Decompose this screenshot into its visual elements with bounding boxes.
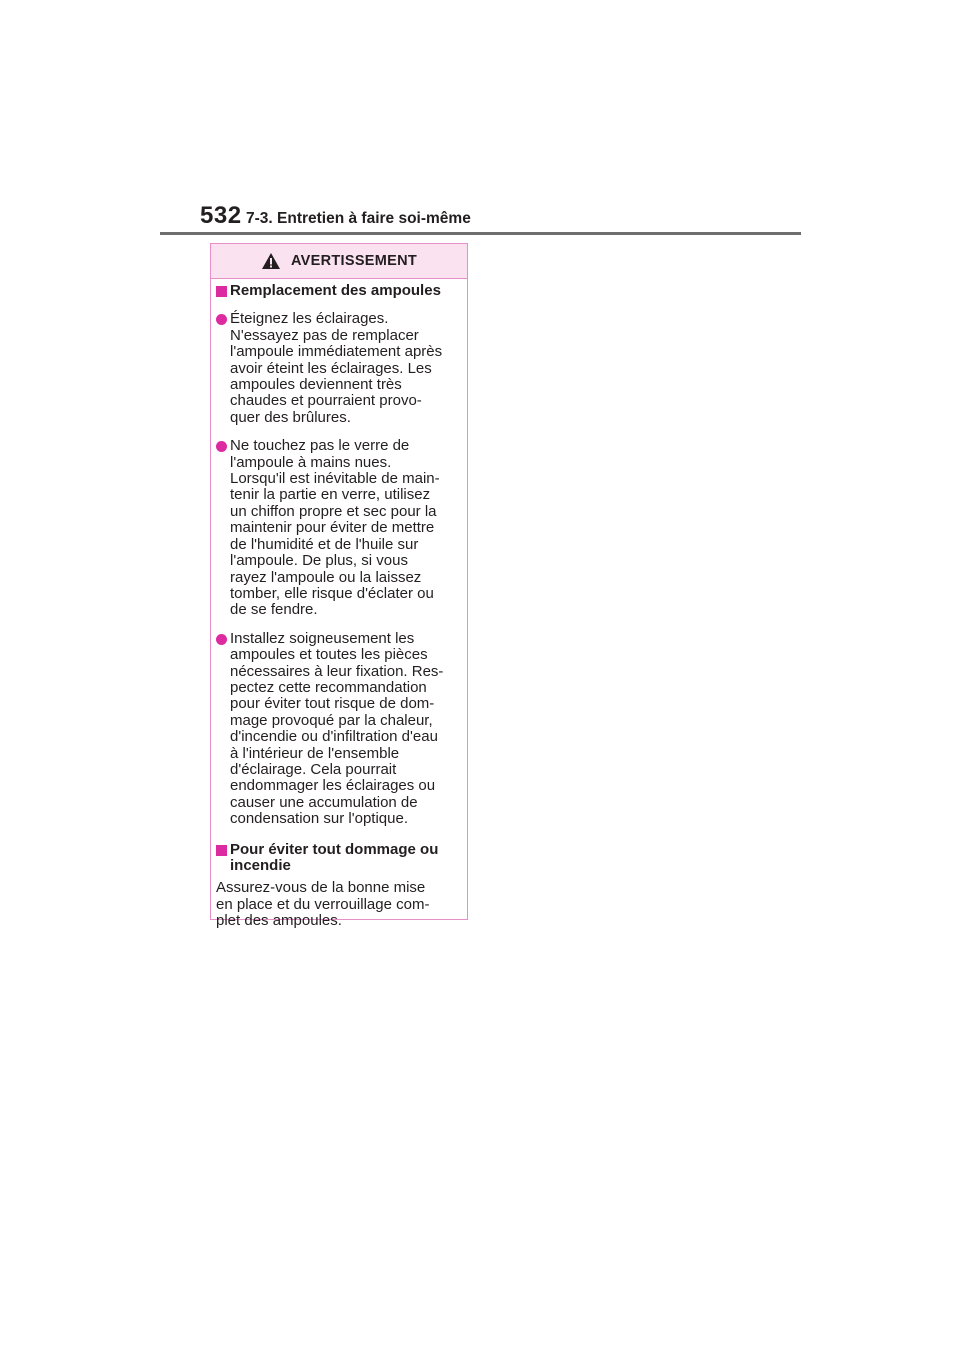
text-line: Ne touchez pas le verre de	[230, 437, 410, 455]
heading-line: Pour éviter tout dommage ou	[230, 840, 439, 858]
text-line: à l'intérieur de l'ensemble	[230, 744, 400, 762]
text-line: ampoules et toutes les pièces	[230, 646, 428, 664]
text-line: tomber, elle risque d'éclater ou	[230, 584, 434, 602]
text-line: l'ampoule. De plus, si vous	[230, 552, 408, 570]
round-bullet-icon	[216, 634, 227, 645]
text-line: en place et du verrouillage com-	[216, 895, 430, 913]
text-line: nécessaires à leur fixation. Res-	[230, 662, 444, 680]
warning-body	[211, 279, 467, 930]
warning-triangle-icon	[261, 252, 281, 270]
bullet-item-turn-off-lights	[216, 311, 463, 426]
text-line: quer des brûlures.	[230, 408, 351, 426]
text-line: maintenir pour éviter de mettre	[230, 519, 435, 537]
text-line: plet des ampoules.	[216, 912, 342, 930]
page-number: 532	[200, 202, 242, 229]
text-line: pectez cette recommandation	[230, 678, 427, 696]
text-line: Éteignez les éclairages.	[230, 310, 389, 328]
header-rule	[160, 232, 801, 235]
text-line: de l'humidité et de l'huile sur	[230, 535, 419, 553]
text-line: un chiffon propre et sec pour la	[230, 502, 437, 520]
heading-line: Remplacement des ampoules	[230, 282, 441, 299]
text-line: Lorsqu'il est inévitable de main-	[230, 470, 440, 488]
bullet-item-install-carefully	[216, 631, 463, 828]
text-line: tenir la partie en verre, utilisez	[230, 486, 431, 504]
text-line: Assurez-vous de la bonne mise	[216, 879, 426, 897]
text-line: rayez l'ampoule ou la laissez	[230, 568, 422, 586]
heading-line: incendie	[230, 857, 291, 874]
text-line: avoir éteint les éclairages. Les	[230, 359, 432, 377]
text-line: d'éclairage. Cela pourrait	[230, 760, 397, 778]
text-line: chaudes et pourraient provo-	[230, 392, 422, 410]
square-bullet-icon	[216, 845, 227, 856]
section-title: 7-3. Entretien à faire soi-même	[246, 210, 471, 227]
square-bullet-icon	[216, 286, 227, 297]
text-line: de se fendre.	[230, 601, 318, 619]
text-line: causer une accumulation de	[230, 793, 418, 811]
section-heading-avoid-damage	[216, 842, 463, 875]
section-heading-bulb-replacement	[216, 283, 463, 299]
warning-title: AVERTISSEMENT	[290, 253, 418, 269]
text-line: ampoules deviennent très	[230, 376, 402, 394]
text-line: Installez soigneusement les	[230, 629, 415, 647]
bullet-item-do-not-touch-glass	[216, 438, 463, 618]
warning-header	[211, 244, 467, 279]
text-line: d'incendie ou d'infiltration d'eau	[230, 728, 438, 746]
text-line: N'essayez pas de remplacer	[230, 326, 419, 344]
text-line: endommager les éclairages ou	[230, 777, 436, 795]
round-bullet-icon	[216, 314, 227, 325]
text-line: l'ampoule à mains nues.	[230, 453, 392, 471]
round-bullet-icon	[216, 441, 227, 452]
text-line: condensation sur l'optique.	[230, 810, 408, 828]
warning-box	[210, 243, 468, 930]
text-line: l'ampoule immédiatement après	[230, 343, 443, 361]
text-line: mage provoqué par la chaleur,	[230, 711, 433, 729]
paragraph-avoid-damage	[216, 880, 463, 929]
text-line: pour éviter tout risque de dom-	[230, 695, 435, 713]
